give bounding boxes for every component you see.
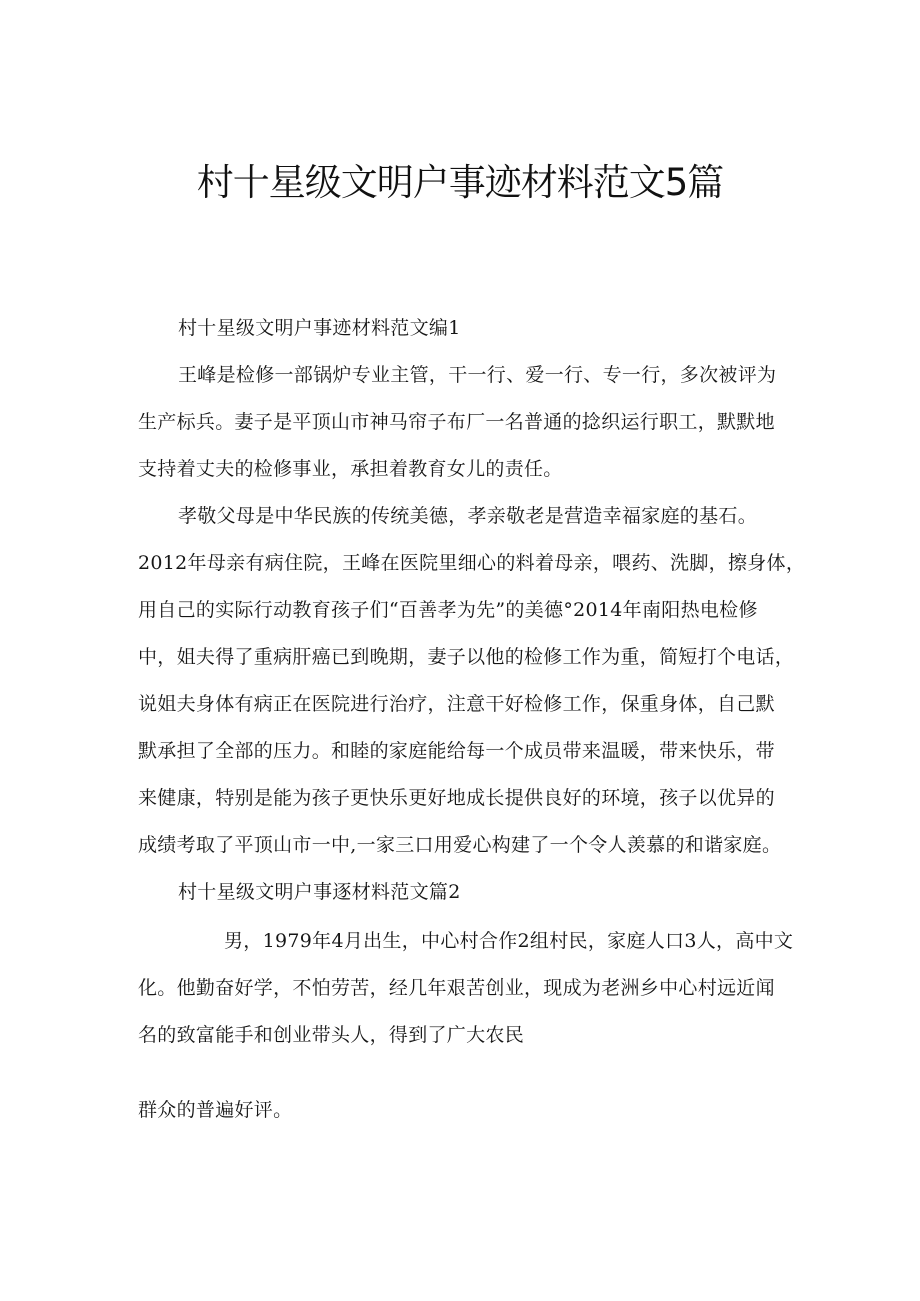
- paragraph-line: 生产标兵。妻子是平顶山市神马帘子布厂一名普通的捻织运行职工，默默地: [138, 411, 775, 433]
- section-heading-1: 村十星级文明户事迹材料范文编1: [178, 317, 461, 339]
- paragraph-line: 王峰是检修一部锅炉专业主管，干一行、爱一行、专一行，多次被评为: [178, 364, 777, 386]
- paragraph-line: 男，1979年4月出生，中心村合作2组村民，家庭人口3人，高中文: [224, 930, 794, 952]
- paragraph-line: 用自己的实际行动教育孩子们“百善孝为先”的美德°2014年南阳热电检修: [138, 599, 758, 621]
- paragraph-line: 支持着丈夫的检修事业，承担着教育女儿的责任。: [138, 458, 563, 480]
- paragraph-line: 中，姐夫得了重病肝癌已到晚期，妻子以他的检修工作为重，简短打个电话，: [138, 646, 795, 668]
- paragraph-line: 化。他勤奋好学，不怕劳苦，经几年艰苦创业，现成为老洲乡中心村远近闻: [138, 977, 775, 999]
- paragraph-line: 群众的普遍好评。: [138, 1099, 293, 1121]
- page-title: 村十星级文明户事迹材料范文5篇: [196, 161, 724, 204]
- paragraph-line: 孝敬父母是中华民族的传统美德，孝亲敬老是营造幸福家庭的基石。: [178, 505, 758, 527]
- paragraph-line: 名的致富能手和创业带头人，得到了广大农民: [138, 1024, 525, 1046]
- paragraph-line: 默承担了全部的压力。和睦的家庭能给每一个成员带来温暖，带来快乐，带: [138, 740, 775, 762]
- paragraph-line: 说姐夫身体有病正在医院进行治疗，注意干好检修工作，保重身体，自己默: [138, 693, 775, 715]
- paragraph-line: 来健康，特别是能为孩子更快乐更好地成长提供良好的环境，孩子以优异的: [138, 787, 775, 809]
- section-heading-2: 村十星级文明户事逐材料范文篇2: [178, 881, 461, 903]
- paragraph-line: 2012年母亲有病住院，王峰在医院里细心的料着母亲，喂药、洗脚，擦身体，: [138, 552, 806, 574]
- paragraph-line: 成绩考取了平顶山市一中,一家三口用爱心构建了一个令人羡慕的和谐家庭。: [138, 834, 782, 856]
